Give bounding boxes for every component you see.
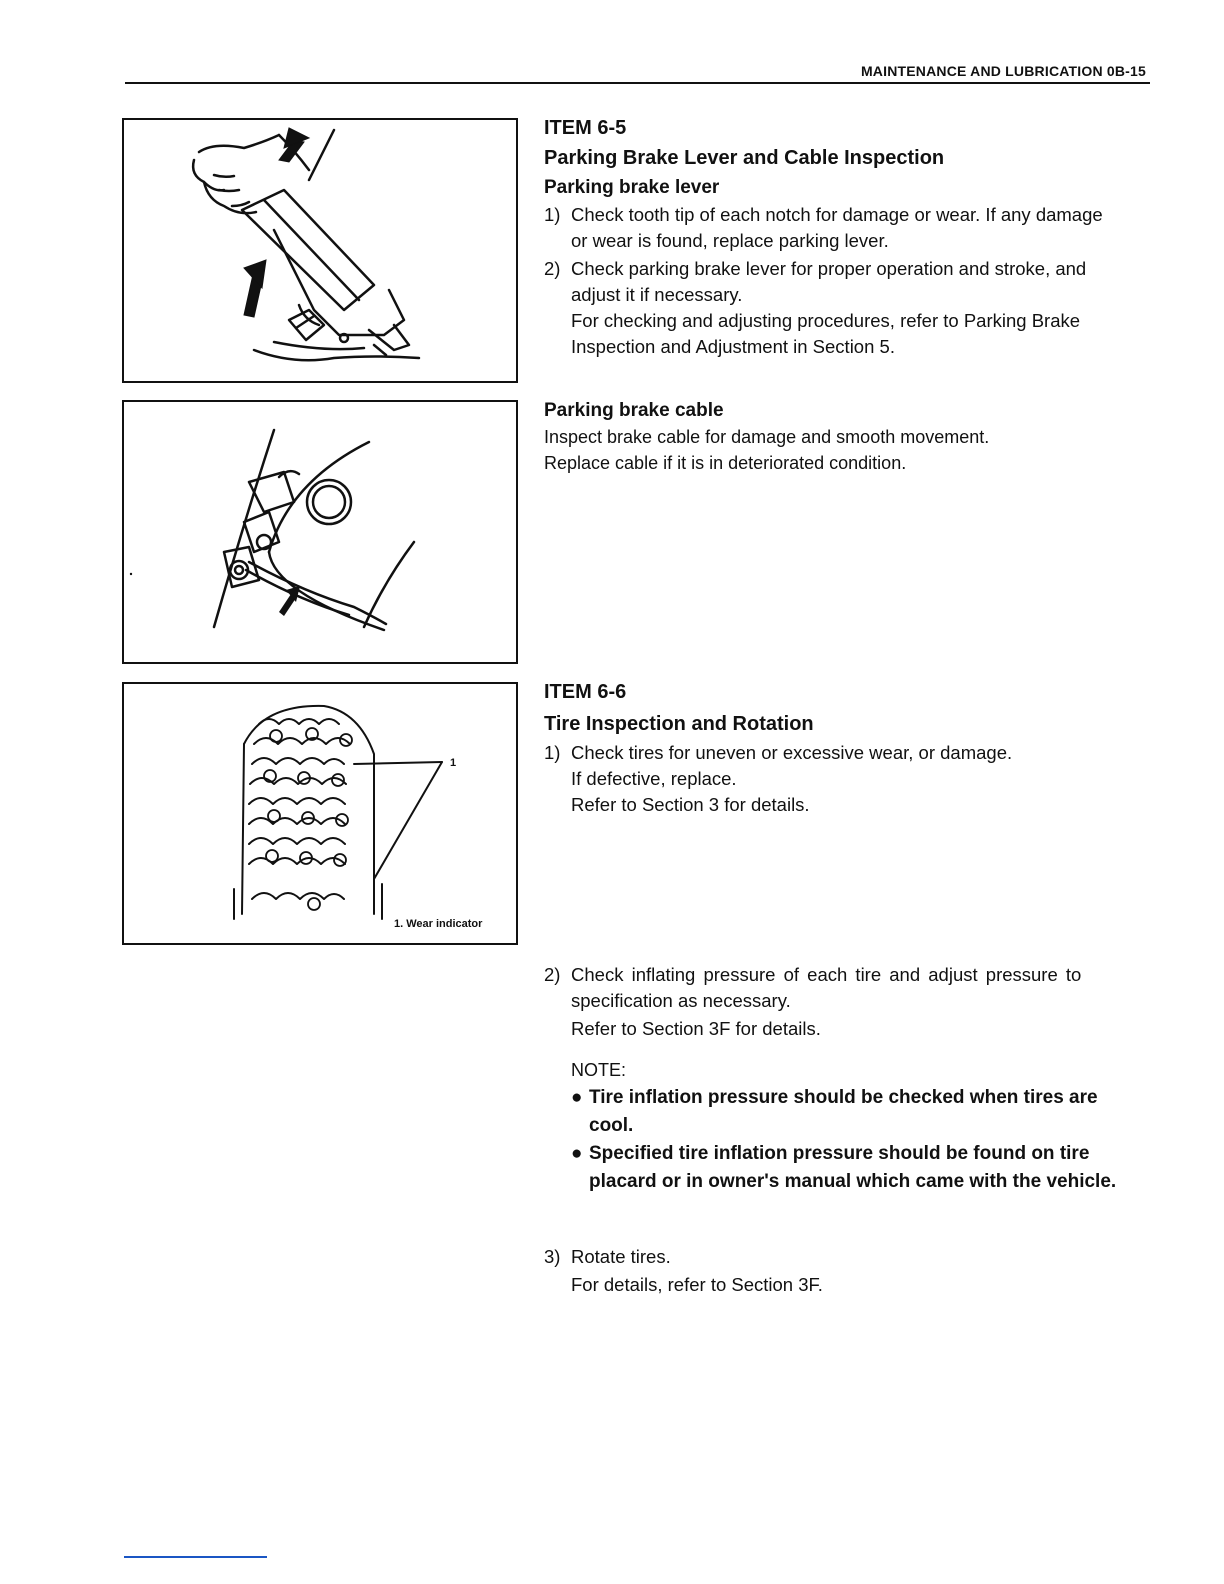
tire-step-2-line-2: specification as necessary. [571,990,791,1011]
item-6-5-block [544,117,1154,360]
wear-indicator-callout-number: 1 [450,757,457,769]
note-title: NOTE: [571,1060,627,1080]
tire-step-3 [544,1244,1154,1298]
note-bullet-2-line-2: placard or in owner's manual which came with the vehicle. [589,1171,1117,1192]
cable-line-2: Replace cable if it is in deteriorated condition. [544,453,907,473]
lever-step-2-line-1: Check parking brake lever for proper operation and stroke, and [571,258,1087,279]
parking-brake-cable-illustration [124,402,516,662]
item-6-6-block [544,681,1154,818]
tire-step-3-line-1: Rotate tires. [571,1246,671,1267]
tire-step-2 [544,962,1154,1042]
lever-step-2-num: 2) [544,258,561,279]
page-header [125,60,1150,84]
bullet-dot-icon: ● [571,1087,583,1108]
header-title: MAINTENANCE AND LUBRICATION 0B-15 [860,63,1146,79]
tire-step-1-line-1: Check tires for uneven or excessive wear, or damage. [571,742,1013,763]
tire-step-3-num: 3) [544,1246,561,1267]
parking-brake-cable-block [544,400,1154,476]
bullet-dot-icon: ● [571,1143,583,1164]
wear-indicator-caption: 1. Wear indicator [394,918,483,930]
lever-step-2-line-3: For checking and adjusting procedures, refer to Parking Brake [571,310,1081,331]
tire-step-1-num: 1) [544,742,561,763]
tire-step-2-line-3: Refer to Section 3F for details. [571,1018,821,1039]
tire-step-3-line-2: For details, refer to Section 3F. [571,1274,823,1295]
item-6-6-title: Tire Inspection and Rotation [544,713,814,735]
note-bullet-2 [571,1140,1156,1196]
tire-step-1 [544,740,1154,818]
footer-rule [124,1556,267,1558]
item-6-5-label: ITEM 6-5 [544,117,627,139]
cable-line-1: Inspect brake cable for damage and smooth movement. [544,427,990,447]
tire-step-3-block [544,1244,1154,1298]
lever-step-2 [544,256,1154,360]
parking-brake-lever-heading: Parking brake lever [544,177,720,198]
tire-step-2-block [544,962,1154,1042]
figure-tire-tread [122,682,518,945]
tire-step-1-line-3: Refer to Section 3 for details. [571,794,810,815]
note-bullet-2-line-1: Specified tire inflation pressure should be found on tire [589,1143,1090,1164]
note-bullet-1-line-2: cool. [589,1115,634,1136]
lever-step-1-line-1: Check tooth tip of each notch for damage or wear. If any damage [571,204,1103,225]
note-block [571,1060,1156,1196]
lever-step-1 [544,202,1154,254]
parking-brake-cable-heading: Parking brake cable [544,400,724,421]
tire-step-2-line-1: Check inflating pressure of each tire and adjust pressure to [571,964,1082,985]
note-bullet-1 [571,1084,1156,1140]
item-6-6-label: ITEM 6-6 [544,681,627,703]
item-6-5-title: Parking Brake Lever and Cable Inspection [544,147,945,169]
tire-step-2-num: 2) [544,964,561,985]
tire-step-1-line-2: If defective, replace. [571,768,737,789]
lever-step-2-line-4: Inspection and Adjustment in Section 5. [571,336,895,357]
lever-step-2-line-2: adjust it if necessary. [571,284,743,305]
note-bullet-1-line-1: Tire inflation pressure should be checked when tires are [589,1087,1098,1108]
parking-brake-lever-illustration [124,120,516,381]
figure-parking-brake-lever [122,118,518,383]
figure-parking-brake-cable [122,400,518,664]
lever-step-1-line-2: or wear is found, replace parking lever. [571,230,889,251]
tire-tread-illustration [124,684,516,943]
lever-step-1-num: 1) [544,204,561,225]
